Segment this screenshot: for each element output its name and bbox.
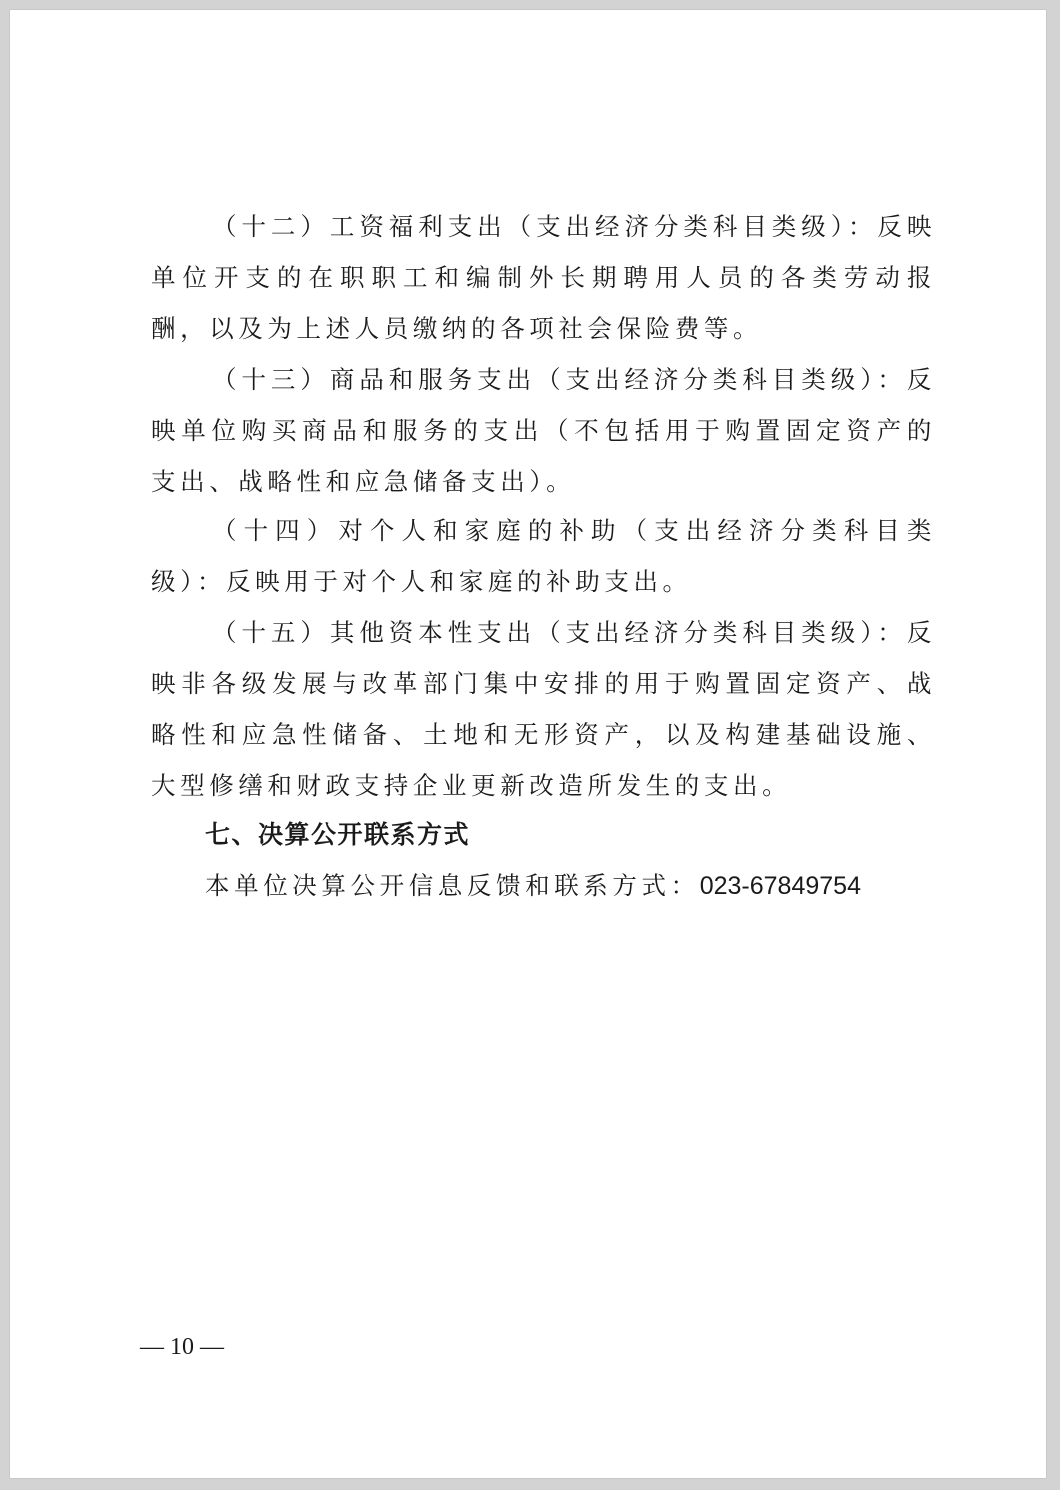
paragraph-wages-benefits [151,201,936,354]
page-number: — 10 — [140,1334,224,1360]
definition-household-subsidy: 反映用于对个人和家庭的补助支出。 [226,567,692,596]
contact-line [205,860,861,912]
definition-wages-benefits: 反映单位开支的在职职工和编制外长期聘用人员的各类劳动报酬，以及为上述人员缴纳的各项社会保险费等。 [151,212,936,343]
term-wages-benefits: （十二）工资福利支出（支出经济分类科目类级）： [212,212,878,241]
paragraph-household-subsidy [151,505,936,607]
contact-label: 本单位决算公开信息反馈和联系方式： [205,871,700,900]
paragraph-goods-services [151,354,936,507]
document-page [9,9,1047,1479]
definition-goods-services: 反映单位购买商品和服务的支出（不包括用于购置固定资产的支出、战略性和应急储备支出）。 [151,365,936,496]
definition-other-capital: 反映非各级发展与改革部门集中安排的用于购置固定资产、战略性和应急性储备、土地和无形资产，以及构建基础设施、大型修缮和财政支持企业更新改造所发生的支出。 [151,618,936,800]
term-household-subsidy: （十四）对个人和家庭的补助（支出经济分类科目类级）： [151,516,936,596]
term-other-capital: （十五）其他资本性支出（支出经济分类科目类级）： [212,618,907,647]
contact-phone: 023-67849754 [699,872,861,900]
term-goods-services: （十三）商品和服务支出（支出经济分类科目类级）： [212,365,907,394]
paragraph-other-capital [151,607,936,811]
section-heading-contact: 七、决算公开联系方式 [205,820,471,849]
